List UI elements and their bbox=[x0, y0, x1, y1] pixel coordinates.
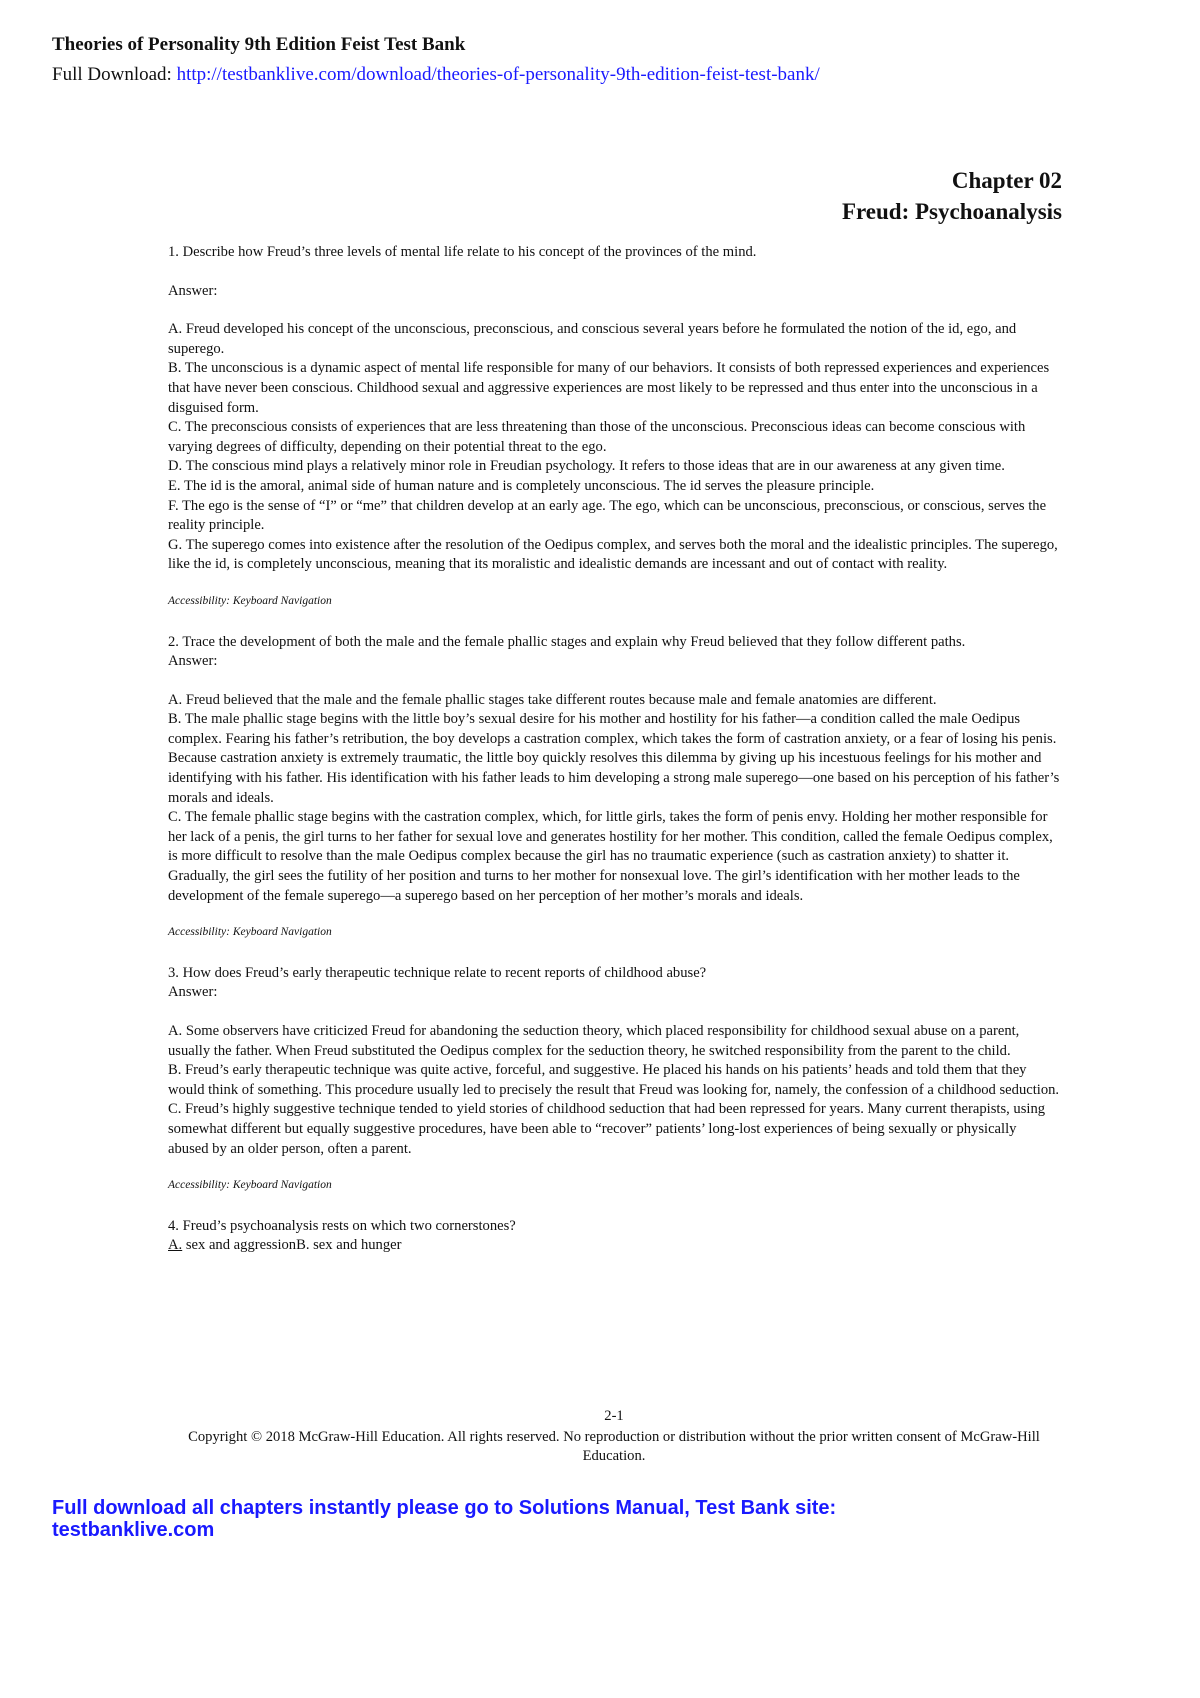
answer-option: A. Some observers have criticized Freud for abandoning the seduction theory, which placed responsibility for childhood sexual abuse on a parent, usually the father. When Freud substituted the Oedipus complex for the seduction theory, he switched responsibility from the parent to the child. bbox=[168, 1023, 1020, 1059]
answer-option: B. The unconscious is a dynamic aspect of mental life responsible for many of our behaviors. It consists of both repressed experiences and experiences that have never been conscious. Childhood sexual and aggressive experiences are most likely to be repressed and thus enter into the unconscious in a disguised form. bbox=[168, 360, 1050, 416]
answer-option: A. Freud developed his concept of the unconscious, preconscious, and conscious several years before he formulated the notion of the id, ego, and superego. bbox=[168, 321, 1017, 357]
question-text: 2. Trace the development of both the male and the female phallic stages and explain why Freud believed that they follow different paths. bbox=[168, 633, 966, 650]
accessibility-note: Accessibility: Keyboard Navigation bbox=[168, 594, 332, 607]
document-header bbox=[52, 34, 1152, 86]
answer-option: E. The id is the amoral, animal side of human nature and is completely unconscious. The id serves the pleasure principle. bbox=[168, 477, 875, 494]
cutoff-banner: Full download all chapters instantly please go to Solutions Manual, Test Bank site: testbanklive.com bbox=[52, 1497, 837, 1541]
question-text: 4. Freud’s psychoanalysis rests on which two cornerstones? bbox=[168, 1217, 516, 1234]
answer-option: B. The male phallic stage begins with the little boy’s sexual desire for his mother and hostility for his father—a condition called the male Oedipus complex. Fearing his father’s retribution, the boy develops a castration complex, which takes the form of castration anxiety, or a fear of losing his penis. Because castration anxiety is extremely traumatic, the little boy quickly resolves this dilemma by giving up his incestuous feelings for his mother and identifying with his father. His identification with his father leads to him developing a strong male superego—one based on his perception of his father’s morals and ideals. bbox=[168, 711, 1060, 806]
question-text: 3. How does Freud’s early therapeutic technique relate to recent reports of childhood abuse? bbox=[168, 964, 707, 981]
chapter-name: Freud: Psychoanalysis bbox=[841, 199, 1062, 224]
answer-label: Answer: bbox=[168, 984, 218, 1001]
download-label: Full Download: bbox=[52, 64, 177, 85]
chapter-number: Chapter 02 bbox=[951, 168, 1062, 193]
download-link[interactable]: http://testbanklive.com/download/theories-of-personality-9th-edition-feist-test-bank/ bbox=[176, 64, 820, 85]
question-text: 1. Describe how Freud’s three levels of mental life relate to his concept of the provinces of the mind. bbox=[168, 244, 757, 260]
answer-option: B. Freud’s early therapeutic technique was quite active, forceful, and suggestive. He placed his hands on his patients’ heads and told them that they would think of something. This procedure usually led to precisely the result that Freud was looking for, namely, the confession of a childhood seduction. bbox=[168, 1062, 1060, 1098]
answer-label: Answer: bbox=[168, 282, 218, 299]
copyright-notice: Copyright © 2018 McGraw-Hill Education. All rights reserved. No reproduction or distribution without the prior written consent of McGraw-Hill Education. bbox=[188, 1429, 1040, 1464]
correct-choice-key: A. bbox=[168, 1237, 183, 1254]
choice-line bbox=[168, 1236, 1060, 1256]
question-3 bbox=[168, 964, 1060, 1196]
page-number: 2-1 bbox=[604, 1408, 624, 1424]
download-line bbox=[52, 64, 1152, 86]
accessibility-note: Accessibility: Keyboard Navigation bbox=[168, 926, 332, 939]
answer-option: G. The superego comes into existence after the resolution of the Oedipus complex, and serves both the moral and the idealistic principles. The superego, like the id, is completely unconscious, meaning that its moralistic and idealistic demands are incessant and out of contact with reality. bbox=[168, 536, 1058, 573]
document-title: Theories of Personality 9th Edition Feist Test Bank bbox=[52, 34, 466, 55]
answer-option: F. The ego is the sense of “I” or “me” that children develop at an early age. The ego, which can be unconscious, preconscious, or conscious, serves the reality principle. bbox=[168, 497, 1047, 534]
page-footer bbox=[168, 1407, 1060, 1466]
choice-a-text: sex and aggression bbox=[182, 1237, 297, 1254]
question-content bbox=[168, 243, 1060, 1256]
answer-option: A. Freud believed that the male and the female phallic stages take different routes because male and female anatomies are different. bbox=[168, 691, 937, 708]
answer-label: Answer: bbox=[168, 653, 218, 670]
question-4 bbox=[168, 1217, 1060, 1256]
question-1 bbox=[168, 243, 1060, 612]
answer-option: D. The conscious mind plays a relatively minor role in Freudian psychology. It refers to those ideas that are in our awareness at any given time. bbox=[168, 458, 1005, 475]
answer-option: C. The female phallic stage begins with the castration complex, which, for little girls, takes the form of penis envy. Holding her mother responsible for her lack of a penis, the girl turns to her father for sexual love and generates hostility for her mother. This condition, called the female Oedipus complex, is more difficult to resolve than the male Oedipus complex because the girl has no traumatic experience (such as castration anxiety) to shatter it. Gradually, the girl sees the futility of her position and turns to her mother for nonsexual love. The girl’s identification with her mother leads to the development of the female superego—a superego based on her perception of her mother’s morals and ideals. bbox=[168, 809, 1053, 904]
choice-b: B. sex and hunger bbox=[296, 1237, 402, 1254]
question-2 bbox=[168, 633, 1060, 943]
answer-option: C. The preconscious consists of experiences that are less threatening than those of the unconscious. Preconscious ideas can become conscious with varying degrees of difficulty, depending on their potential threat to the ego. bbox=[168, 419, 1026, 455]
answer-option: C. Freud’s highly suggestive technique tended to yield stories of childhood seduction that had been repressed for years. Many current therapists, using somewhat different but equally suggestive procedures, have been able to “recover” patients’ long-lost experiences of being sexually or physically abused by an older person, often a parent. bbox=[168, 1101, 1046, 1157]
chapter-heading bbox=[842, 165, 1062, 227]
accessibility-note: Accessibility: Keyboard Navigation bbox=[168, 1179, 332, 1192]
